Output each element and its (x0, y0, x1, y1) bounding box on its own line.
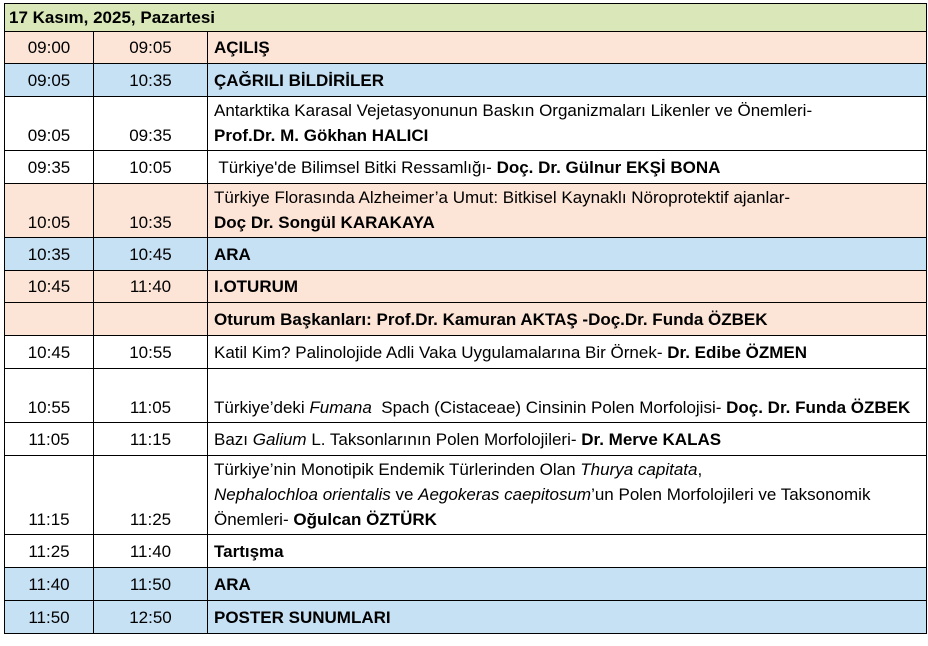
table-row (5, 303, 927, 336)
end-time: 09:35 (94, 97, 208, 151)
start-time: 10:35 (5, 238, 94, 271)
speaker: Dr. Edibe ÖZMEN (667, 342, 808, 362)
end-time: 11:40 (94, 271, 208, 303)
table-row (5, 64, 927, 97)
end-time: 12:50 (94, 601, 208, 634)
speaker: Doç. Dr. Funda ÖZBEK (726, 398, 911, 417)
speaker: Doç. Dr. Gülnur EKŞİ BONA (496, 157, 721, 177)
end-time: 09:05 (94, 32, 208, 64)
table-row (5, 456, 927, 535)
table-row (5, 423, 927, 456)
table-row (5, 151, 927, 184)
taxon-name: Fumana (309, 398, 372, 417)
start-time: 11:50 (5, 601, 94, 634)
session-title: ARA (214, 574, 251, 594)
talk-cell (208, 97, 927, 151)
talk-cell: Türkiye’nin Monotipik Endemik Türlerinden Olan Thurya capitata, Nephalochloa orientalis ve Aegokeras caepitosum’un Polen Morfolojileri ve Taksonomik Önemleri- Oğulcan ÖZTÜRK (208, 456, 927, 535)
end-time (94, 303, 208, 336)
speaker: Prof.Dr. M. Gökhan HALICI (214, 126, 429, 145)
start-time: 10:45 (5, 336, 94, 369)
talk-cell (208, 336, 927, 369)
table-row (5, 271, 927, 303)
session-title: ÇAĞRILI BİLDİRİLER (214, 70, 384, 90)
start-time: 10:05 (5, 184, 94, 238)
table-row (5, 568, 927, 601)
session-title: I.OTURUM (214, 277, 299, 296)
session-title: POSTER SUNUMLARI (214, 607, 391, 627)
schedule-table (4, 3, 927, 634)
table-row (5, 336, 927, 369)
end-time: 10:05 (94, 151, 208, 184)
taxon-name: Nephalochloa orientalis (214, 485, 391, 504)
start-time: 09:00 (5, 32, 94, 64)
talk-title: Türkiye Florasında Alzheimer’a Umut: Bitkisel Kaynaklı Nöroprotektif ajanlar- (214, 188, 791, 207)
table-row (5, 535, 927, 568)
start-time: 09:05 (5, 97, 94, 151)
start-time: 10:45 (5, 271, 94, 303)
end-time: 11:15 (94, 423, 208, 456)
session-chairs: Oturum Başkanları: Prof.Dr. Kamuran AKTAŞ -Doç.Dr. Funda ÖZBEK (214, 309, 768, 329)
talk-title: Antarktika Karasal Vejetasyonunun Baskın Organizmaları Likenler ve Önemleri- (214, 101, 813, 120)
speaker: Doç Dr. Songül KARAKAYA (214, 213, 435, 232)
talk-cell (208, 184, 927, 238)
taxon-name: Thurya capitata (580, 460, 698, 479)
start-time: 09:05 (5, 64, 94, 97)
talk-cell (208, 151, 927, 184)
end-time: 11:40 (94, 535, 208, 568)
start-time: 10:55 (5, 369, 94, 423)
table-row (5, 97, 927, 151)
session-title: ARA (214, 244, 251, 264)
table-row (5, 32, 927, 64)
taxon-name: Galium (252, 429, 307, 449)
start-time: 11:40 (5, 568, 94, 601)
table-row (5, 184, 927, 238)
taxon-name: Aegokeras caepitosum (418, 485, 592, 504)
speaker: Oğulcan ÖZTÜRK (293, 510, 437, 529)
talk-title: Türkiye'de Bilimsel Bitki Ressamlığı- (214, 157, 497, 177)
end-time: 11:05 (94, 369, 208, 423)
end-time: 10:45 (94, 238, 208, 271)
start-time: 11:15 (5, 456, 94, 535)
table-row (5, 369, 927, 423)
end-time: 10:35 (94, 184, 208, 238)
end-time: 11:50 (94, 568, 208, 601)
date-header-row (5, 4, 927, 32)
end-time: 10:55 (94, 336, 208, 369)
start-time: 11:05 (5, 423, 94, 456)
date-header: 17 Kasım, 2025, Pazartesi (5, 4, 927, 32)
speaker: Dr. Merve KALAS (581, 429, 722, 449)
talk-cell: Bazı Galium L. Taksonlarının Polen Morfolojileri- Dr. Merve KALAS (208, 423, 927, 456)
table-row (5, 601, 927, 634)
table-row (5, 238, 927, 271)
session-title: AÇILIŞ (214, 38, 270, 57)
talk-cell: Türkiye’deki Fumana Spach (Cistaceae) Cinsinin Polen Morfolojisi- Doç. Dr. Funda ÖZBEK (208, 369, 927, 423)
talk-title: Katil Kim? Palinolojide Adli Vaka Uygulamalarına Bir Örnek- (214, 342, 668, 362)
end-time: 10:35 (94, 64, 208, 97)
start-time (5, 303, 94, 336)
end-time: 11:25 (94, 456, 208, 535)
start-time: 11:25 (5, 535, 94, 568)
start-time: 09:35 (5, 151, 94, 184)
session-title: Tartışma (214, 541, 284, 561)
